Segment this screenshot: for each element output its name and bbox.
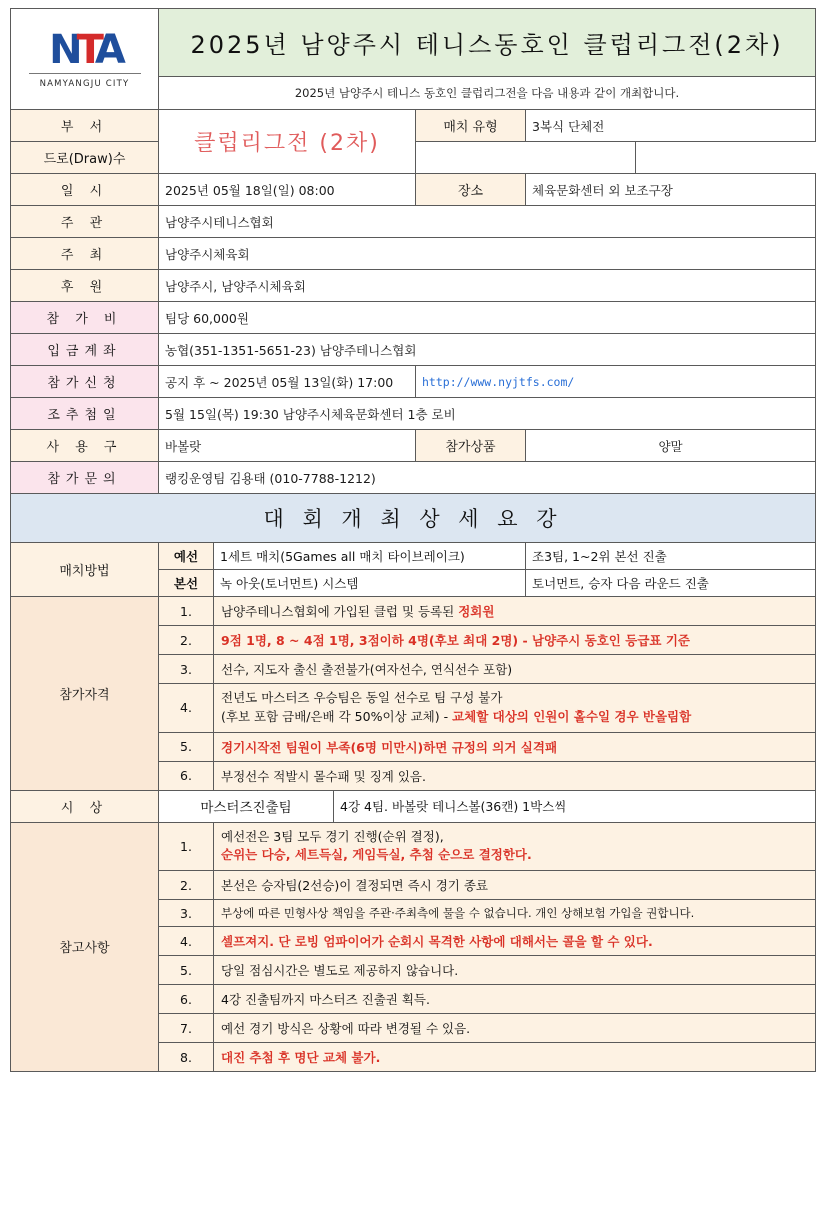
match-note-main: 토너먼트, 승자 다음 라운드 진출 bbox=[526, 570, 816, 597]
date-row bbox=[11, 174, 816, 206]
award-col2: 4강 4팀. 바볼랏 테니스볼(36캔) 1박스씩 bbox=[334, 790, 816, 822]
sponsor-label: 후 원 bbox=[11, 270, 159, 302]
host-row bbox=[11, 206, 816, 238]
eligibility-number: 1. bbox=[159, 597, 214, 626]
eligibility-text bbox=[214, 597, 816, 626]
page-title: 2025년 남양주시 테니스동호인 클럽리그전(2차) bbox=[159, 9, 816, 77]
place-value: 체육문화센터 외 보조구장 bbox=[526, 174, 816, 206]
note-number: 3. bbox=[159, 900, 214, 927]
organizer-row bbox=[11, 238, 816, 270]
note-text: 본선은 승자팀(2선승)이 결정되면 즉시 경기 종료 bbox=[214, 871, 816, 900]
match-method-label: 매치방법 bbox=[11, 543, 159, 597]
logo-cell bbox=[11, 9, 159, 110]
match-stage-main: 본선 bbox=[159, 570, 214, 597]
eligibility-text: 선수, 지도자 출신 출전불가(여자선수, 연식선수 포함) bbox=[214, 655, 816, 684]
match-type-value: 3복식 단체전 bbox=[526, 110, 816, 142]
eligibility-number: 5. bbox=[159, 732, 214, 761]
organizer-label: 주 최 bbox=[11, 238, 159, 270]
draw-day-value: 5월 15일(목) 19:30 남양주시체육문화센터 1층 로비 bbox=[159, 398, 816, 430]
eligibility-line-2 bbox=[221, 708, 808, 727]
host-label: 주 관 bbox=[11, 206, 159, 238]
account-value: 농협(351-1351-5651-23) 남양주테니스협회 bbox=[159, 334, 816, 366]
eligibility-line-1: 전년도 마스터즈 우승팀은 동일 선수로 팀 구성 불가 bbox=[221, 690, 503, 705]
note-number: 4. bbox=[159, 927, 214, 956]
place-label: 장소 bbox=[416, 174, 526, 206]
note-line-2: 순위는 다승, 세트득실, 게임득실, 추첨 순으로 결정한다. bbox=[221, 847, 532, 863]
header-row bbox=[11, 9, 816, 77]
organizer-value: 남양주시체육회 bbox=[159, 238, 816, 270]
match-stage-preliminary: 예선 bbox=[159, 543, 214, 570]
contact-value: 랭킹운영팀 김용태 (010-7788-1212) bbox=[159, 462, 816, 494]
note-number: 8. bbox=[159, 1043, 214, 1072]
note-number: 1. bbox=[159, 822, 214, 871]
ball-row bbox=[11, 430, 816, 462]
date-value: 2025년 05월 18일(일) 08:00 bbox=[159, 174, 416, 206]
eligibility-number: 3. bbox=[159, 655, 214, 684]
award-row bbox=[11, 790, 816, 822]
ball-value: 바볼랏 bbox=[159, 430, 416, 462]
eligibility-line-2-plain: (후보 포함 금배/은배 각 50%이상 교체) - bbox=[221, 708, 453, 724]
logo-divider bbox=[29, 73, 141, 74]
page-subtitle: 2025년 남양주시 테니스 동호인 클럽리그전을 다음 내용과 같이 개최합니다. bbox=[159, 77, 816, 110]
eligibility-text-highlight: 정회원 bbox=[458, 604, 495, 619]
note-text: 예선 경기 방식은 상황에 따라 변경될 수 있음. bbox=[214, 1014, 816, 1043]
note-number: 6. bbox=[159, 985, 214, 1014]
section-title-row bbox=[11, 494, 816, 543]
dept-row bbox=[11, 110, 816, 142]
section-title: 대 회 개 최 상 세 요 강 bbox=[11, 494, 816, 543]
award-col1: 마스터즈진출팀 bbox=[159, 790, 334, 822]
note-text: 대진 추첨 후 명단 교체 불가. bbox=[214, 1043, 816, 1072]
logo-subtitle: NAMYANGJU CITY bbox=[39, 78, 130, 89]
match-note-preliminary: 조3팀, 1~2위 본선 진출 bbox=[526, 543, 816, 570]
nta-logo-icon: NTA bbox=[49, 26, 120, 73]
apply-url-link[interactable]: http://www.nyjtfs.com/ bbox=[416, 366, 816, 398]
account-label: 입금계좌 bbox=[11, 334, 159, 366]
match-type-label: 매치 유형 bbox=[416, 110, 526, 142]
note-text: 4강 진출팀까지 마스터즈 진출권 획득. bbox=[214, 985, 816, 1014]
sponsor-row bbox=[11, 270, 816, 302]
note-text: 당일 점심시간은 별도로 제공하지 않습니다. bbox=[214, 956, 816, 985]
sponsor-value: 남양주시, 남양주시체육회 bbox=[159, 270, 816, 302]
draw-label: 드로(Draw)수 bbox=[11, 142, 159, 174]
draw-value bbox=[416, 142, 636, 174]
award-label: 시 상 bbox=[11, 790, 159, 822]
fee-row bbox=[11, 302, 816, 334]
tournament-notice-table bbox=[10, 8, 816, 1072]
match-detail-main: 녹 아웃(토너먼트) 시스템 bbox=[214, 570, 526, 597]
eligibility-row-1 bbox=[11, 597, 816, 626]
eligibility-text-plain: 남양주테니스협회에 가입된 클럽 및 등록된 bbox=[221, 604, 459, 619]
prize-label: 참가상품 bbox=[416, 430, 526, 462]
draw-day-label: 조추첨일 bbox=[11, 398, 159, 430]
note-text bbox=[214, 822, 816, 871]
prize-value: 양말 bbox=[526, 430, 816, 462]
contact-label: 참가문의 bbox=[11, 462, 159, 494]
apply-row bbox=[11, 366, 816, 398]
note-text: 셀프져지. 단 로빙 엄파이어가 순회시 목격한 사항에 대해서는 콜을 할 수 있다. bbox=[214, 927, 816, 956]
date-label: 일 시 bbox=[11, 174, 159, 206]
account-row bbox=[11, 334, 816, 366]
eligibility-number: 4. bbox=[159, 684, 214, 733]
notes-label: 참고사항 bbox=[11, 822, 159, 1072]
eligibility-label: 참가자격 bbox=[11, 597, 159, 791]
eligibility-text bbox=[214, 684, 816, 733]
match-detail-preliminary: 1세트 매치(5Games all 매치 타이브레이크) bbox=[214, 543, 526, 570]
notes-row-1 bbox=[11, 822, 816, 871]
note-text: 부상에 따른 민형사상 책임을 주관·주최측에 물을 수 없습니다. 개인 상해보험 가입을 권합니다. bbox=[214, 900, 816, 927]
host-value: 남양주시테니스협회 bbox=[159, 206, 816, 238]
eligibility-text: 9점 1명, 8 ~ 4점 1명, 3점이하 4명(후보 최대 2명) - 남양주시 동호인 등급표 기준 bbox=[214, 626, 816, 655]
fee-value: 팀당 60,000원 bbox=[159, 302, 816, 334]
contact-row bbox=[11, 462, 816, 494]
dept-label: 부 서 bbox=[11, 110, 159, 142]
note-line-1: 예선전은 3팀 모두 경기 진행(순위 결정), bbox=[221, 828, 444, 844]
draw-day-row bbox=[11, 398, 816, 430]
note-number: 2. bbox=[159, 871, 214, 900]
eligibility-text: 경기시작전 팀원이 부족(6명 미만시)하면 규정의 의거 실격패 bbox=[214, 732, 816, 761]
note-number: 5. bbox=[159, 956, 214, 985]
eligibility-number: 2. bbox=[159, 626, 214, 655]
eligibility-text: 부정선수 적발시 몰수패 및 징계 있음. bbox=[214, 761, 816, 790]
eligibility-line-2-highlight: 교체할 대상의 인원이 홀수일 경우 반올림함 bbox=[452, 708, 692, 724]
fee-label: 참 가 비 bbox=[11, 302, 159, 334]
apply-label: 참가신청 bbox=[11, 366, 159, 398]
dept-value: 클럽리그전 (2차) bbox=[159, 110, 416, 174]
eligibility-number: 6. bbox=[159, 761, 214, 790]
apply-value: 공지 후 ~ 2025년 05월 13일(화) 17:00 bbox=[159, 366, 416, 398]
ball-label: 사 용 구 bbox=[11, 430, 159, 462]
note-number: 7. bbox=[159, 1014, 214, 1043]
match-method-row-1 bbox=[11, 543, 816, 570]
